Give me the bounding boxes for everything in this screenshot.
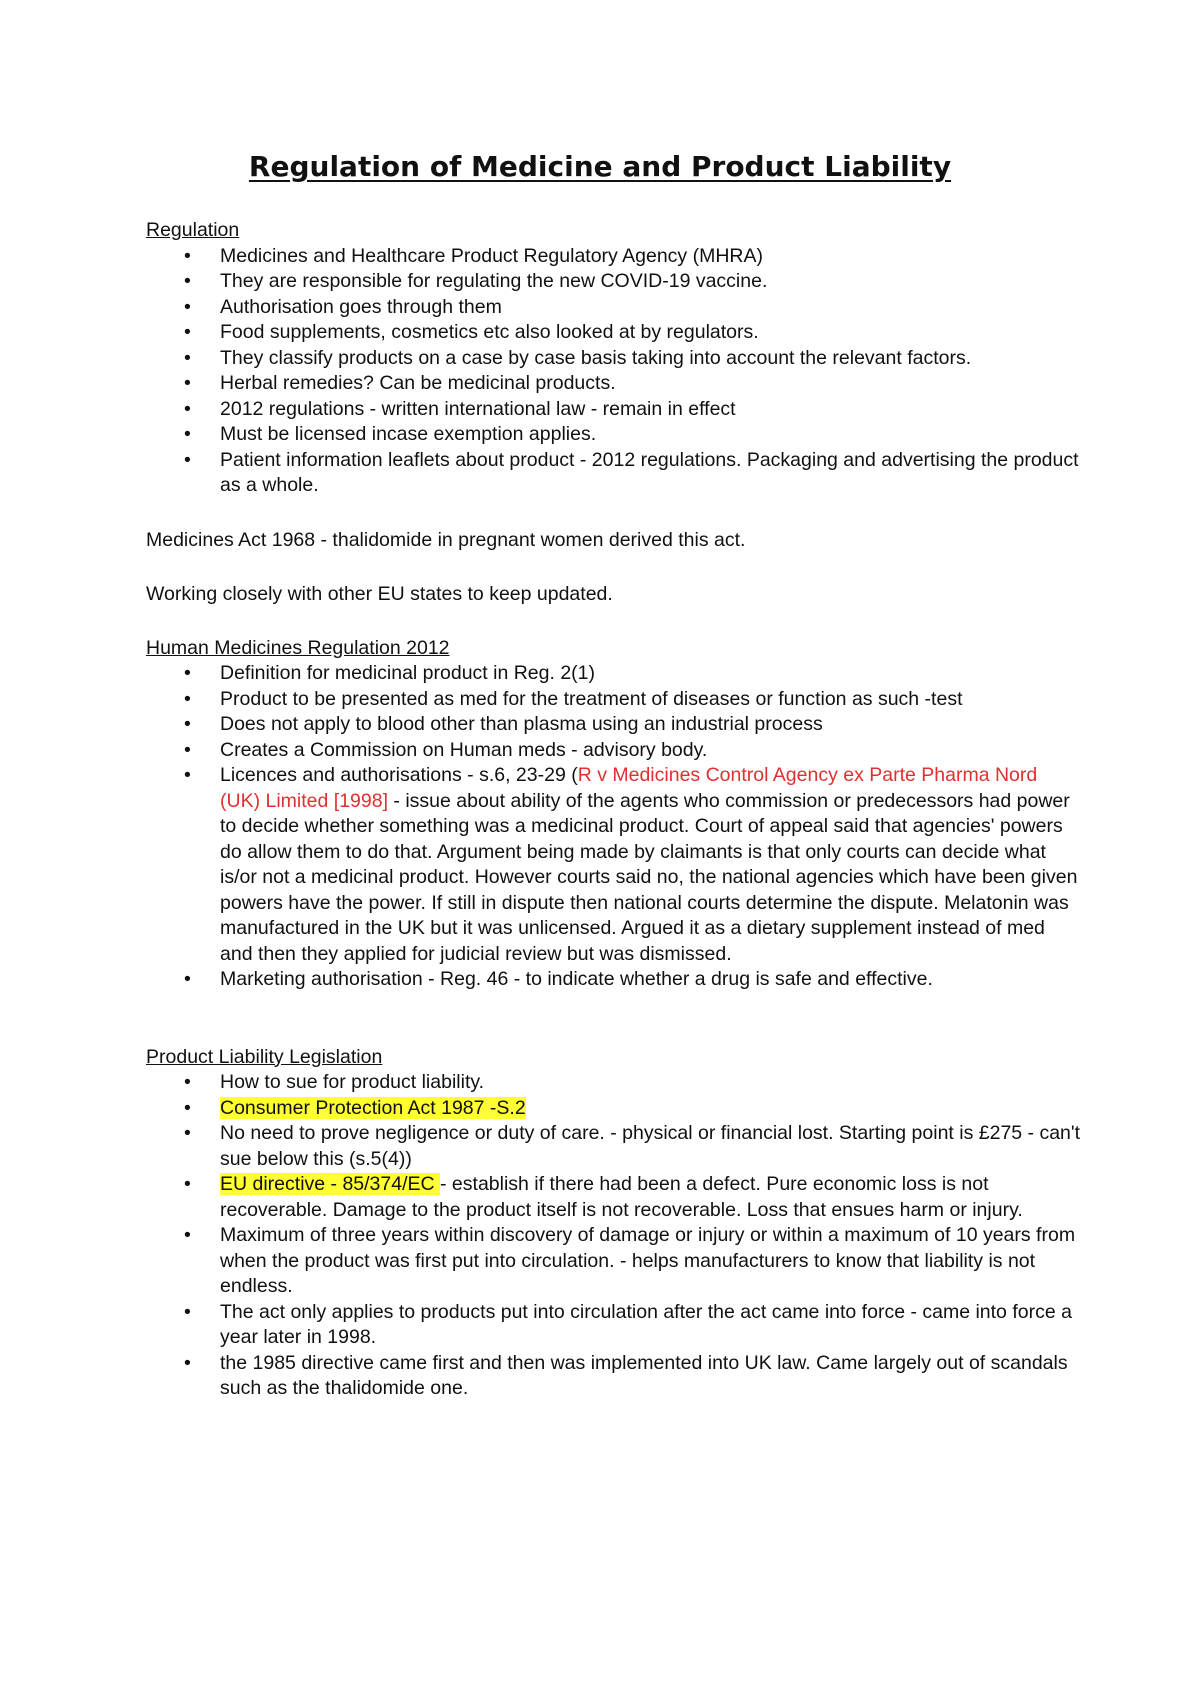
list-item-text: They are responsible for regulating the new COVID-19 vaccine. (220, 270, 768, 292)
bullet-icon: • (184, 968, 191, 990)
list-item-text: Must be licensed incase exemption applies. (220, 423, 597, 445)
list-item-text: They classify products on a case by case basis taking into account the relevant factors. (220, 346, 972, 369)
list-item-text: 2012 regulations - written international law - remain in effect (220, 397, 736, 420)
case-reference: R v Medicines Control Agency ex Parte Pharma Nord (UK) Limited [1998] (220, 764, 1038, 812)
list-item-text: The act only applies to products put into circulation after the act came into force - came into force a year later in 1998. (220, 1300, 1072, 1348)
list-item-text: Patient information leaflets about product - 2012 regulations. Packaging and advertising the product as a whole. (220, 448, 1079, 496)
spacer (146, 608, 1081, 636)
bullet-icon: • (184, 397, 191, 420)
spacer (146, 993, 1081, 1045)
list-item (146, 967, 1081, 993)
bullet-icon: • (184, 1224, 191, 1246)
bullet-icon: • (184, 1071, 191, 1093)
bullet-icon: • (184, 1122, 191, 1144)
list-item-text: Maximum of three years within discovery of damage or injury or within a maximum of 10 years from when the product was first put into circulation. - helps manufacturers to know that liability is not endless. (220, 1224, 1076, 1297)
spacer (146, 499, 1081, 528)
bullet-icon: • (184, 270, 191, 292)
bullet-icon: • (184, 346, 191, 369)
section-heading-regulation: Regulation (146, 219, 240, 241)
bullet-icon: • (184, 448, 191, 471)
paragraph-eu-states: Working closely with other EU states to keep updated. (146, 583, 613, 605)
list-item (146, 1300, 1081, 1351)
list-item-text-rest: - establish if there had been a defect. Pure economic loss is not recoverable. Damage to the product itself is not recoverable. Loss that ensues harm or injury. (220, 1173, 1023, 1221)
bullet-icon: • (184, 244, 191, 267)
list-item (146, 1096, 1081, 1122)
list-item (146, 763, 1081, 967)
list-item (146, 1070, 1081, 1096)
document-title: Regulation of Medicine and Product Liability (248, 150, 952, 183)
bullet-icon: • (184, 1351, 191, 1374)
list-item (146, 738, 1081, 764)
bullet-icon: • (184, 1300, 191, 1323)
list-item-text-prefix: Licences and authorisations - s.6, 23-29 ( (220, 764, 578, 786)
section-heading-human-medicines: Human Medicines Regulation 2012 (146, 636, 450, 659)
bullet-icon: • (184, 764, 191, 786)
list-item (146, 397, 1081, 423)
bullet-icon: • (184, 372, 191, 394)
list-item (146, 448, 1081, 499)
bullet-icon: • (184, 713, 191, 735)
list-item-text: No need to prove negligence or duty of care. - physical or financial lost. Starting point is £275 - can't sue below this (s.5(4)) (220, 1122, 1081, 1170)
list-item-text: Herbal remedies? Can be medicinal products. (220, 372, 616, 394)
list-item-text: the 1985 directive came first and then was implemented into UK law. Came largely out of scandals such as the thalidomide one. (220, 1351, 1068, 1399)
highlighted-text: Consumer Protection Act 1987 -S.2 (220, 1096, 526, 1119)
list-item (146, 712, 1081, 738)
list-item-text: Definition for medicinal product in Reg. 2(1) (220, 662, 596, 684)
list-item (146, 269, 1081, 295)
regulation-list (146, 244, 1081, 499)
list-item (146, 1223, 1081, 1300)
list-item (146, 320, 1081, 346)
section-heading-product-liability: Product Liability Legislation (146, 1045, 383, 1068)
list-item-text: Marketing authorisation - Reg. 46 - to indicate whether a drug is safe and effective. (220, 968, 933, 990)
bullet-icon: • (184, 295, 191, 318)
bullet-icon: • (184, 423, 191, 445)
list-item-text: Creates a Commission on Human meds - advisory body. (220, 738, 708, 761)
bullet-icon: • (184, 321, 191, 343)
list-item (146, 1351, 1081, 1402)
bullet-icon: • (184, 1173, 191, 1195)
list-item (146, 295, 1081, 321)
list-item (146, 371, 1081, 397)
list-item-text: Does not apply to blood other than plasma using an industrial process (220, 713, 823, 735)
list-item (146, 1121, 1081, 1172)
list-item-text: Food supplements, cosmetics etc also looked at by regulators. (220, 321, 759, 343)
human-medicines-list (146, 661, 1081, 993)
spacer (146, 553, 1081, 582)
list-item-text-rest: - issue about ability of the agents who commission or predecessors had power to decide whether something was a medicinal product. Court of appeal said that agencies' powers do allow them to do that. Argument being made by claimants is that only courts can decide what is/or not a medicinal product. However courts said no, the national agencies which have been given powers have the power. If still in dispute then national courts determine the dispute. Melatonin was manufactured in the UK but it was unlicensed. Argued it as a dietary supplement instead of med and then they applied for judicial review but was dismissed. (220, 789, 1078, 965)
list-item-text: Product to be presented as med for the treatment of diseases or function as such -test (220, 687, 963, 710)
list-item (146, 687, 1081, 713)
list-item (146, 346, 1081, 372)
bullet-icon: • (184, 738, 191, 761)
paragraph-medicines-act: Medicines Act 1968 - thalidomide in pregnant women derived this act. (146, 528, 746, 551)
list-item (146, 1172, 1081, 1223)
list-item (146, 422, 1081, 448)
list-item-text: Medicines and Healthcare Product Regulatory Agency (MHRA) (220, 244, 764, 267)
list-item-text: How to sue for product liability. (220, 1071, 485, 1093)
list-item (146, 661, 1081, 687)
product-liability-list (146, 1070, 1081, 1402)
bullet-icon: • (184, 687, 191, 710)
document-body (146, 218, 1081, 1402)
list-item (146, 244, 1081, 270)
highlighted-text: EU directive - 85/374/EC (220, 1173, 441, 1195)
list-item-text: Authorisation goes through them (220, 295, 502, 318)
bullet-icon: • (184, 662, 191, 684)
bullet-icon: • (184, 1096, 191, 1119)
